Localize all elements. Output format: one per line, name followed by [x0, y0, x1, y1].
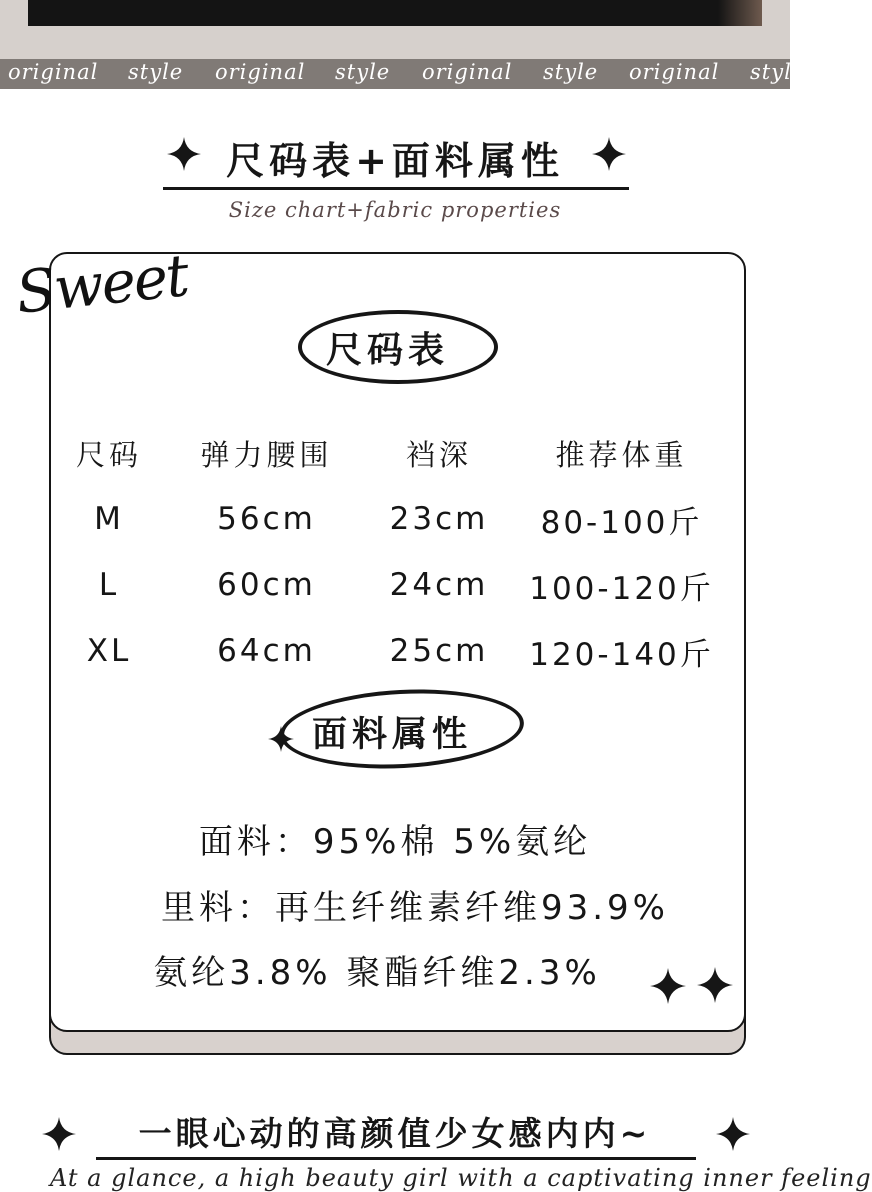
product-photo — [28, 0, 762, 26]
table-row — [64, 552, 744, 618]
size-cell: XL — [86, 633, 132, 669]
size-chart-label: 尺码表 — [326, 330, 450, 371]
size-cell: L — [98, 567, 120, 603]
column-header: 弹力腰围 — [200, 437, 333, 472]
fabric-line: 氨纶3.8% 聚酯纤维2.3% — [153, 953, 601, 993]
ribbon-word: style — [335, 60, 391, 84]
fabric-line: 里料：再生纤维素纤维93.9% — [160, 888, 669, 928]
ribbon-word: original — [8, 60, 99, 84]
column-header: 裆深 — [405, 437, 472, 472]
footer-title: 一眼心动的高颜值少女感内内~ — [138, 1114, 652, 1153]
column-header: 推荐体重 — [555, 437, 688, 472]
title-underline — [163, 187, 629, 190]
style-ribbon — [0, 59, 806, 89]
rise-cell: 25cm — [389, 633, 489, 669]
sparkle-star-icon — [697, 964, 733, 1006]
waist-cell: 64cm — [217, 633, 316, 669]
fabric-properties-label: 面料属性 — [312, 715, 473, 755]
size-table — [64, 420, 744, 684]
ribbon-word: style — [128, 60, 184, 84]
waist-cell: 56cm — [217, 501, 316, 537]
waist-cell: 60cm — [217, 567, 316, 603]
ribbon-word: original — [215, 60, 306, 84]
size-cell: M — [94, 501, 124, 537]
sparkle-star-icon — [650, 966, 686, 1006]
section-title: 尺码表+面料属性 — [226, 139, 564, 183]
section-subtitle: Size chart+fabric properties — [228, 198, 562, 222]
sparkle-star-icon — [716, 1114, 750, 1154]
column-header: 尺码 — [75, 437, 142, 472]
weight-cell: 80-100斤 — [540, 504, 703, 541]
ribbon-word: original — [422, 60, 513, 84]
top-photo-frame — [0, 0, 790, 60]
rise-cell: 23cm — [389, 501, 489, 537]
fabric-line: 面料：95%棉 5%氨纶 — [198, 822, 592, 862]
weight-cell: 120-140斤 — [529, 636, 714, 673]
table-header-row — [64, 420, 744, 486]
sparkle-star-icon — [268, 726, 294, 752]
rise-cell: 24cm — [389, 567, 489, 603]
weight-cell: 100-120斤 — [529, 570, 714, 607]
sweet-script-decoration: Sweet — [12, 241, 191, 327]
table-row — [64, 618, 744, 684]
ribbon-word: original — [629, 60, 720, 84]
table-row — [64, 486, 744, 552]
ribbon-word: style — [543, 60, 599, 84]
ribbon-word: style — [750, 60, 806, 84]
sparkle-star-icon — [592, 137, 626, 171]
footer-underline — [96, 1157, 696, 1160]
footer-slogan: At a glance, a high beauty girl with a captivating inner feeling — [50, 1164, 872, 1192]
